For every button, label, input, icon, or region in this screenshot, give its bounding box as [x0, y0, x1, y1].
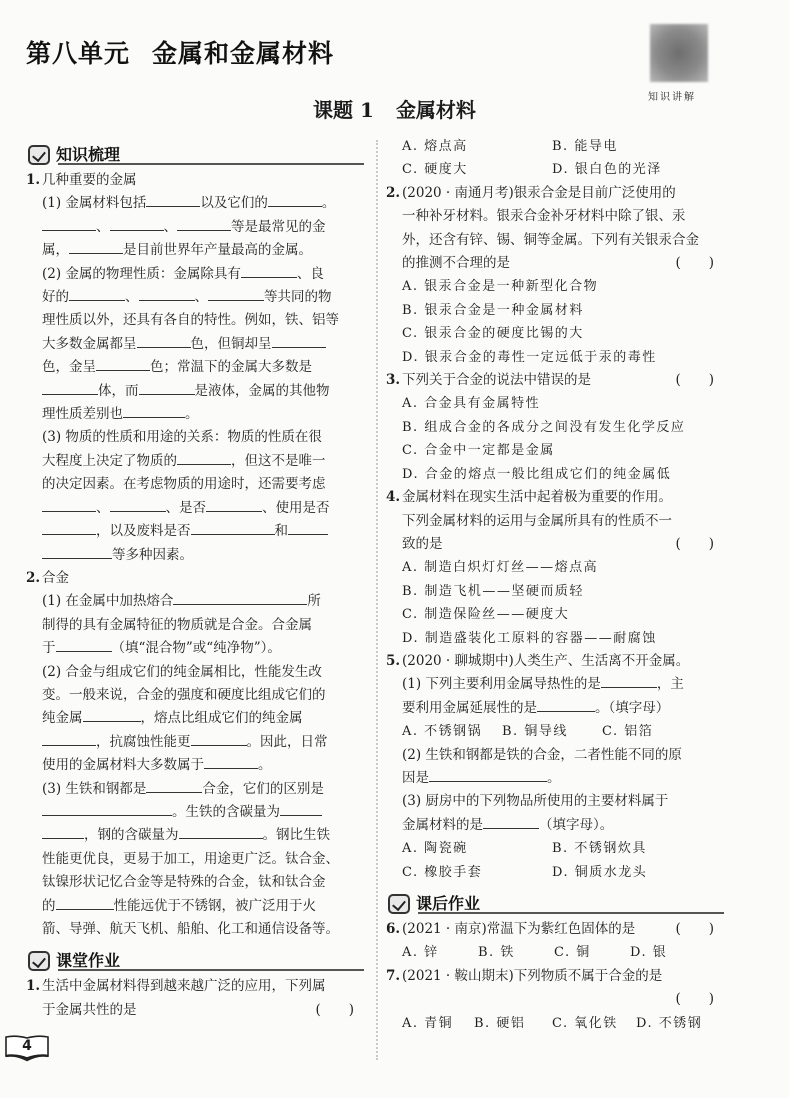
- option-a[interactable]: A. 不锈钢锅: [402, 724, 483, 740]
- option-a[interactable]: A. 合金具有金属特性: [402, 396, 541, 412]
- lesson-name: 金属材料: [395, 98, 476, 122]
- question-text: 合金: [42, 569, 69, 586]
- question-text: 几种重要的金属: [42, 172, 137, 188]
- question-1: [28, 169, 368, 192]
- option-d[interactable]: D. 制造盛装化工原料的容器——耐腐蚀: [402, 630, 657, 646]
- fill-blank[interactable]: [483, 815, 539, 829]
- option-c[interactable]: C. 铝箔: [602, 724, 654, 740]
- text: 和: [274, 523, 288, 540]
- question-text: (2020 · 南通月考)银汞合金是目前广泛使用的: [402, 184, 676, 201]
- fill-blank[interactable]: [208, 287, 264, 301]
- option-d[interactable]: D. 不锈钢: [636, 1015, 703, 1031]
- section-homework: [388, 884, 728, 914]
- option-c[interactable]: C. 银汞合金的硬度比锡的大: [402, 326, 584, 342]
- fill-blank[interactable]: [110, 498, 166, 512]
- question-number: 1.: [26, 978, 41, 995]
- text: ，抗腐蚀性能更: [96, 733, 191, 750]
- text: (2) 金属的物理性质：金属除具有: [42, 265, 241, 282]
- text-line: [28, 590, 368, 613]
- text: 、: [96, 499, 110, 516]
- text-line: [28, 333, 368, 356]
- checkbox-icon: [388, 894, 410, 914]
- text-line: [28, 216, 368, 239]
- text-line: 理性质以外，还具有各自的特性。例如，铁、铝等: [42, 312, 339, 329]
- text-line: [28, 192, 368, 215]
- fill-blank[interactable]: [191, 732, 247, 746]
- qr-code-image[interactable]: [650, 24, 708, 82]
- fill-blank[interactable]: [601, 674, 657, 688]
- text-line: 钛镍形状记忆合金等是特殊的合金，钛和钛合金: [42, 874, 326, 891]
- unit-title: [26, 34, 334, 70]
- text-line: [28, 263, 368, 286]
- text: (1) 金属材料包括: [42, 195, 147, 212]
- text: 是液体，金属的其他物: [194, 382, 330, 399]
- page-number: 4: [22, 1038, 32, 1054]
- fill-blank[interactable]: [96, 357, 150, 371]
- text: 体，而: [98, 382, 139, 399]
- question-2: [388, 182, 728, 205]
- column-divider: [376, 140, 378, 1060]
- text: 金属材料的是: [402, 816, 483, 833]
- text: 属，: [42, 242, 69, 259]
- right-column: [388, 135, 728, 1035]
- text: 于: [42, 640, 56, 657]
- option-b[interactable]: B. 铁: [478, 945, 515, 961]
- text: ，但这不是唯一: [231, 452, 326, 469]
- text-line: [28, 380, 368, 403]
- option-d[interactable]: D. 铜质水龙头: [552, 864, 648, 880]
- text: 、: [96, 218, 110, 235]
- text-line: 制得的具有金属特征的物质就是合金。合金属: [42, 616, 312, 633]
- fill-blank[interactable]: [42, 732, 96, 746]
- text: 纯金属: [42, 710, 83, 727]
- text: 。: [258, 757, 272, 774]
- fill-blank[interactable]: [56, 896, 114, 910]
- text: 的: [42, 897, 56, 914]
- option-a[interactable]: A. 银汞合金是一种新型化合物: [402, 279, 599, 295]
- text: 使用的金属材料大多数属于: [42, 757, 204, 774]
- section-title: 知识梳理: [56, 145, 121, 164]
- options-row: [388, 720, 728, 743]
- question-number: 4.: [386, 489, 401, 506]
- text: 。: [547, 769, 561, 786]
- text: 、是否: [165, 499, 206, 516]
- option-a[interactable]: A. 陶瓷碗: [402, 841, 468, 857]
- fill-blank[interactable]: [146, 779, 202, 793]
- lesson-number: 课题 1: [313, 98, 374, 122]
- text: (1) 在金属中加热熔合: [42, 593, 174, 610]
- fill-blank[interactable]: [69, 240, 123, 254]
- fill-blank[interactable]: [56, 638, 112, 652]
- text: 所: [307, 593, 321, 610]
- fill-blank[interactable]: [272, 334, 326, 348]
- options-row: [388, 941, 728, 964]
- options-row: [388, 1012, 728, 1035]
- text: 。生铁的含碳量为: [172, 803, 280, 820]
- text: 是目前世界年产量最高的金属。: [123, 242, 312, 259]
- text-line: [388, 697, 728, 720]
- question-number: 3.: [386, 372, 401, 389]
- question-text: (2020 · 聊城期中)人类生产、生活离不开金属。: [402, 652, 690, 669]
- question-5: [388, 650, 728, 673]
- fill-blank[interactable]: [42, 545, 112, 559]
- text-line: [28, 286, 368, 309]
- fill-blank[interactable]: [69, 287, 125, 301]
- text: 要利用金属延展性的是: [402, 699, 537, 716]
- answer-parentheses[interactable]: ( ): [315, 1001, 354, 1018]
- fill-blank[interactable]: [123, 404, 185, 418]
- text-line: [28, 731, 368, 754]
- text: 以及它们的: [200, 195, 268, 212]
- text-line: [28, 544, 368, 567]
- text: 、使用是否: [262, 499, 330, 516]
- text: 等多种因素。: [112, 546, 193, 563]
- fill-blank[interactable]: [110, 217, 164, 231]
- question-text: 下列关于合金的说法中错误的是: [402, 372, 591, 389]
- options-row: [388, 158, 728, 181]
- text-line: [28, 520, 368, 543]
- option-b[interactable]: B. 制造飞机——坚硬而质轻: [402, 583, 584, 599]
- text-line: [388, 673, 728, 696]
- option-c[interactable]: C. 橡胶手套: [402, 864, 483, 880]
- unit-name: 金属和金属材料: [152, 39, 335, 68]
- text-line: [28, 239, 368, 262]
- left-column: [28, 135, 368, 1022]
- fill-blank[interactable]: [83, 708, 141, 722]
- text-line: 的决定因素。在考虑物质的用途时，还需要考虑: [42, 476, 326, 493]
- question-6: [388, 918, 728, 941]
- text-line: 箭、导弹、航天飞机、船舶、化工和通信设备等。: [42, 921, 339, 937]
- fill-blank[interactable]: [191, 521, 275, 535]
- fill-blank[interactable]: [204, 755, 258, 769]
- option-a[interactable]: A. 锌: [402, 945, 439, 961]
- text-line: [28, 356, 368, 379]
- question-text: 金属材料在现实生活中起着极为重要的作用。: [402, 489, 672, 506]
- text: 。: [321, 195, 336, 212]
- text: 合金，它们的区别是: [202, 780, 324, 797]
- text: 色；常温下的金属大多数是: [150, 359, 312, 376]
- text-line: [388, 767, 728, 790]
- question-2: [28, 567, 368, 590]
- text: 。: [185, 406, 199, 423]
- text-line: [388, 533, 728, 556]
- text: 大多数金属都呈: [42, 335, 137, 352]
- answer-parentheses[interactable]: ( ): [675, 535, 714, 552]
- text-line: [28, 637, 368, 660]
- option-a[interactable]: A. 熔点高: [402, 139, 468, 154]
- section-title: 课堂作业: [56, 951, 121, 971]
- text-line: [28, 999, 368, 1022]
- checkbox-icon: [28, 145, 50, 165]
- option-b[interactable]: B. 不锈钢炊具: [552, 841, 647, 857]
- section-underline: [418, 912, 724, 914]
- option-c[interactable]: C. 合金中一定都是金属: [402, 443, 555, 459]
- fill-blank[interactable]: [288, 521, 328, 535]
- question-text: 致的是: [402, 535, 443, 552]
- text: 、: [194, 289, 208, 306]
- text: 等是最常见的金: [231, 218, 326, 235]
- text: 色，金呈: [42, 359, 96, 376]
- text-line: [28, 707, 368, 730]
- question-3: [388, 369, 728, 392]
- answer-parentheses[interactable]: ( ): [675, 991, 714, 1008]
- text-line: [28, 895, 368, 918]
- fill-blank[interactable]: [42, 498, 96, 512]
- text: ，主: [656, 676, 684, 693]
- text: 、: [125, 289, 139, 306]
- question-7: [388, 965, 728, 988]
- text: 。钢比生铁: [262, 827, 330, 844]
- option-c[interactable]: C. 氧化铁: [552, 1015, 618, 1031]
- text: （填字母）。: [539, 816, 614, 833]
- question-number: 7.: [386, 967, 401, 984]
- text-line: [388, 988, 728, 1011]
- text-line: (2) 合金与组成它们的纯金属相比，性能发生改: [42, 663, 322, 680]
- classwork-question-1: [28, 975, 368, 998]
- answer-parentheses[interactable]: ( ): [675, 255, 714, 272]
- qr-label: 知识讲解: [648, 92, 696, 103]
- fill-blank[interactable]: [177, 451, 231, 465]
- text: （填“混合物”或“纯净物”）。: [111, 640, 281, 657]
- section-classwork: [28, 941, 368, 971]
- text: 理性质差别也: [42, 406, 123, 423]
- text-line: [28, 801, 368, 824]
- text: (1) 下列主要利用金属导热性的是: [402, 676, 601, 693]
- question-number: 6.: [386, 921, 401, 937]
- text-line: [28, 450, 368, 473]
- option-b[interactable]: B. 银汞合金是一种金属材料: [402, 302, 584, 318]
- option-b[interactable]: B. 组成合金的各成分之间没有发生化学反应: [402, 419, 686, 435]
- fill-blank[interactable]: [179, 825, 263, 839]
- option-b[interactable]: B. 铜导线: [502, 724, 568, 740]
- section-underline: [58, 969, 364, 971]
- fill-blank[interactable]: [177, 217, 231, 231]
- section-title: 课后作业: [416, 894, 481, 913]
- options-row: [388, 135, 728, 158]
- fill-blank[interactable]: [42, 381, 98, 395]
- fill-blank[interactable]: [42, 217, 96, 231]
- text-line: (2) 生铁和钢都是铁的合金，二者性能不同的原: [402, 746, 682, 763]
- text: 性能远优于不锈钢，被广泛用于火: [113, 897, 316, 914]
- text-line: 外，还含有锌、锡、铜等金属。下列有关银汞合金: [402, 231, 699, 248]
- option-d[interactable]: D. 银白色的光泽: [552, 162, 662, 178]
- text-line: (3) 厨房中的下列物品所使用的主要材料属于: [402, 793, 669, 810]
- fill-blank[interactable]: [146, 193, 200, 207]
- options-row: [388, 861, 728, 884]
- text: 。因此，日常: [246, 733, 328, 750]
- unit-number: 第八单元: [26, 39, 131, 68]
- section-underline: [58, 163, 364, 165]
- text: 因是: [402, 769, 429, 786]
- option-c[interactable]: C. 铜: [554, 945, 591, 961]
- fill-blank[interactable]: [42, 802, 172, 816]
- text-line: 性能更优良，更易于加工，用途更广泛。钛合金、: [42, 850, 339, 867]
- text: 好的: [42, 289, 69, 306]
- option-b[interactable]: B. 能导电: [552, 139, 618, 154]
- question-text: (2021 · 鞍山期末)下列物质不属于合金的是: [402, 967, 663, 984]
- fill-blank[interactable]: [139, 381, 195, 395]
- text: 等共同的物: [264, 289, 332, 306]
- text: ，熔点比组成它们的纯金属: [140, 710, 303, 727]
- option-d[interactable]: D. 合金的熔点一般比组成它们的纯金属低: [402, 466, 672, 482]
- fill-blank[interactable]: [537, 698, 595, 712]
- answer-parentheses[interactable]: ( ): [675, 921, 714, 937]
- text: 大程度上决定了物质的: [42, 452, 177, 469]
- section-knowledge: [28, 135, 368, 165]
- text: 。（填字母）: [595, 699, 670, 716]
- text-line: 一种补牙材料。银汞合金补牙材料中除了银、汞: [402, 208, 686, 225]
- question-text: 的推测不合理的是: [402, 255, 510, 272]
- text: 、: [163, 218, 177, 235]
- fill-blank[interactable]: [42, 521, 96, 535]
- checkbox-icon: [28, 951, 50, 971]
- fill-blank[interactable]: [137, 334, 191, 348]
- question-text: 于金属共性的是: [42, 1001, 137, 1018]
- fill-blank[interactable]: [42, 825, 84, 839]
- text-line: 下列金属材料的运用与金属所具有的性质不一: [402, 512, 672, 529]
- question-number: 1.: [26, 172, 41, 188]
- text: 、良: [296, 265, 324, 282]
- text-line: [28, 754, 368, 777]
- option-d[interactable]: D. 银: [630, 945, 668, 961]
- text-line: [28, 497, 368, 520]
- question-text: 生活中金属材料得到越来越广泛的应用，下列属: [42, 978, 326, 995]
- fill-blank[interactable]: [173, 591, 307, 605]
- text-line: [388, 814, 728, 837]
- question-number: 5.: [386, 652, 401, 669]
- question-number: 2.: [386, 184, 401, 201]
- text: ，以及废料是否: [96, 523, 191, 540]
- options-row: [388, 837, 728, 860]
- fill-blank[interactable]: [206, 498, 262, 512]
- option-a[interactable]: A. 青铜: [402, 1015, 454, 1031]
- question-text: (2021 · 南京)常温下为紫红色固体的是: [402, 921, 636, 937]
- text-line: [28, 403, 368, 426]
- text: (3) 生铁和钢都是: [42, 780, 147, 797]
- fill-blank[interactable]: [280, 802, 322, 816]
- option-c[interactable]: C. 硬度大: [402, 162, 468, 178]
- fill-blank[interactable]: [429, 768, 547, 782]
- text-line: [28, 778, 368, 801]
- option-c[interactable]: C. 制造保险丝——硬度大: [402, 607, 570, 623]
- lesson-title: [0, 94, 789, 123]
- text-line: (3) 物质的性质和用途的关系：物质的性质在很: [42, 429, 322, 446]
- question-number: 2.: [26, 569, 41, 586]
- text-line: [28, 824, 368, 847]
- option-b[interactable]: B. 硬铝: [474, 1015, 526, 1031]
- option-d[interactable]: D. 银汞合金的毒性一定远低于汞的毒性: [402, 349, 657, 365]
- text-line: [388, 252, 728, 275]
- question-4: [388, 486, 728, 509]
- text-line: 变。一般来说，合金的强度和硬度比组成它们的: [42, 686, 326, 703]
- fill-blank[interactable]: [241, 264, 297, 278]
- option-a[interactable]: A. 制造白炽灯灯丝——熔点高: [402, 560, 599, 576]
- fill-blank[interactable]: [139, 287, 195, 301]
- text: ，钢的含碳量为: [84, 827, 179, 844]
- answer-parentheses[interactable]: ( ): [675, 372, 714, 389]
- text: 色，但铜却呈: [190, 335, 272, 352]
- fill-blank[interactable]: [268, 193, 322, 207]
- page-number-badge: [4, 1034, 50, 1060]
